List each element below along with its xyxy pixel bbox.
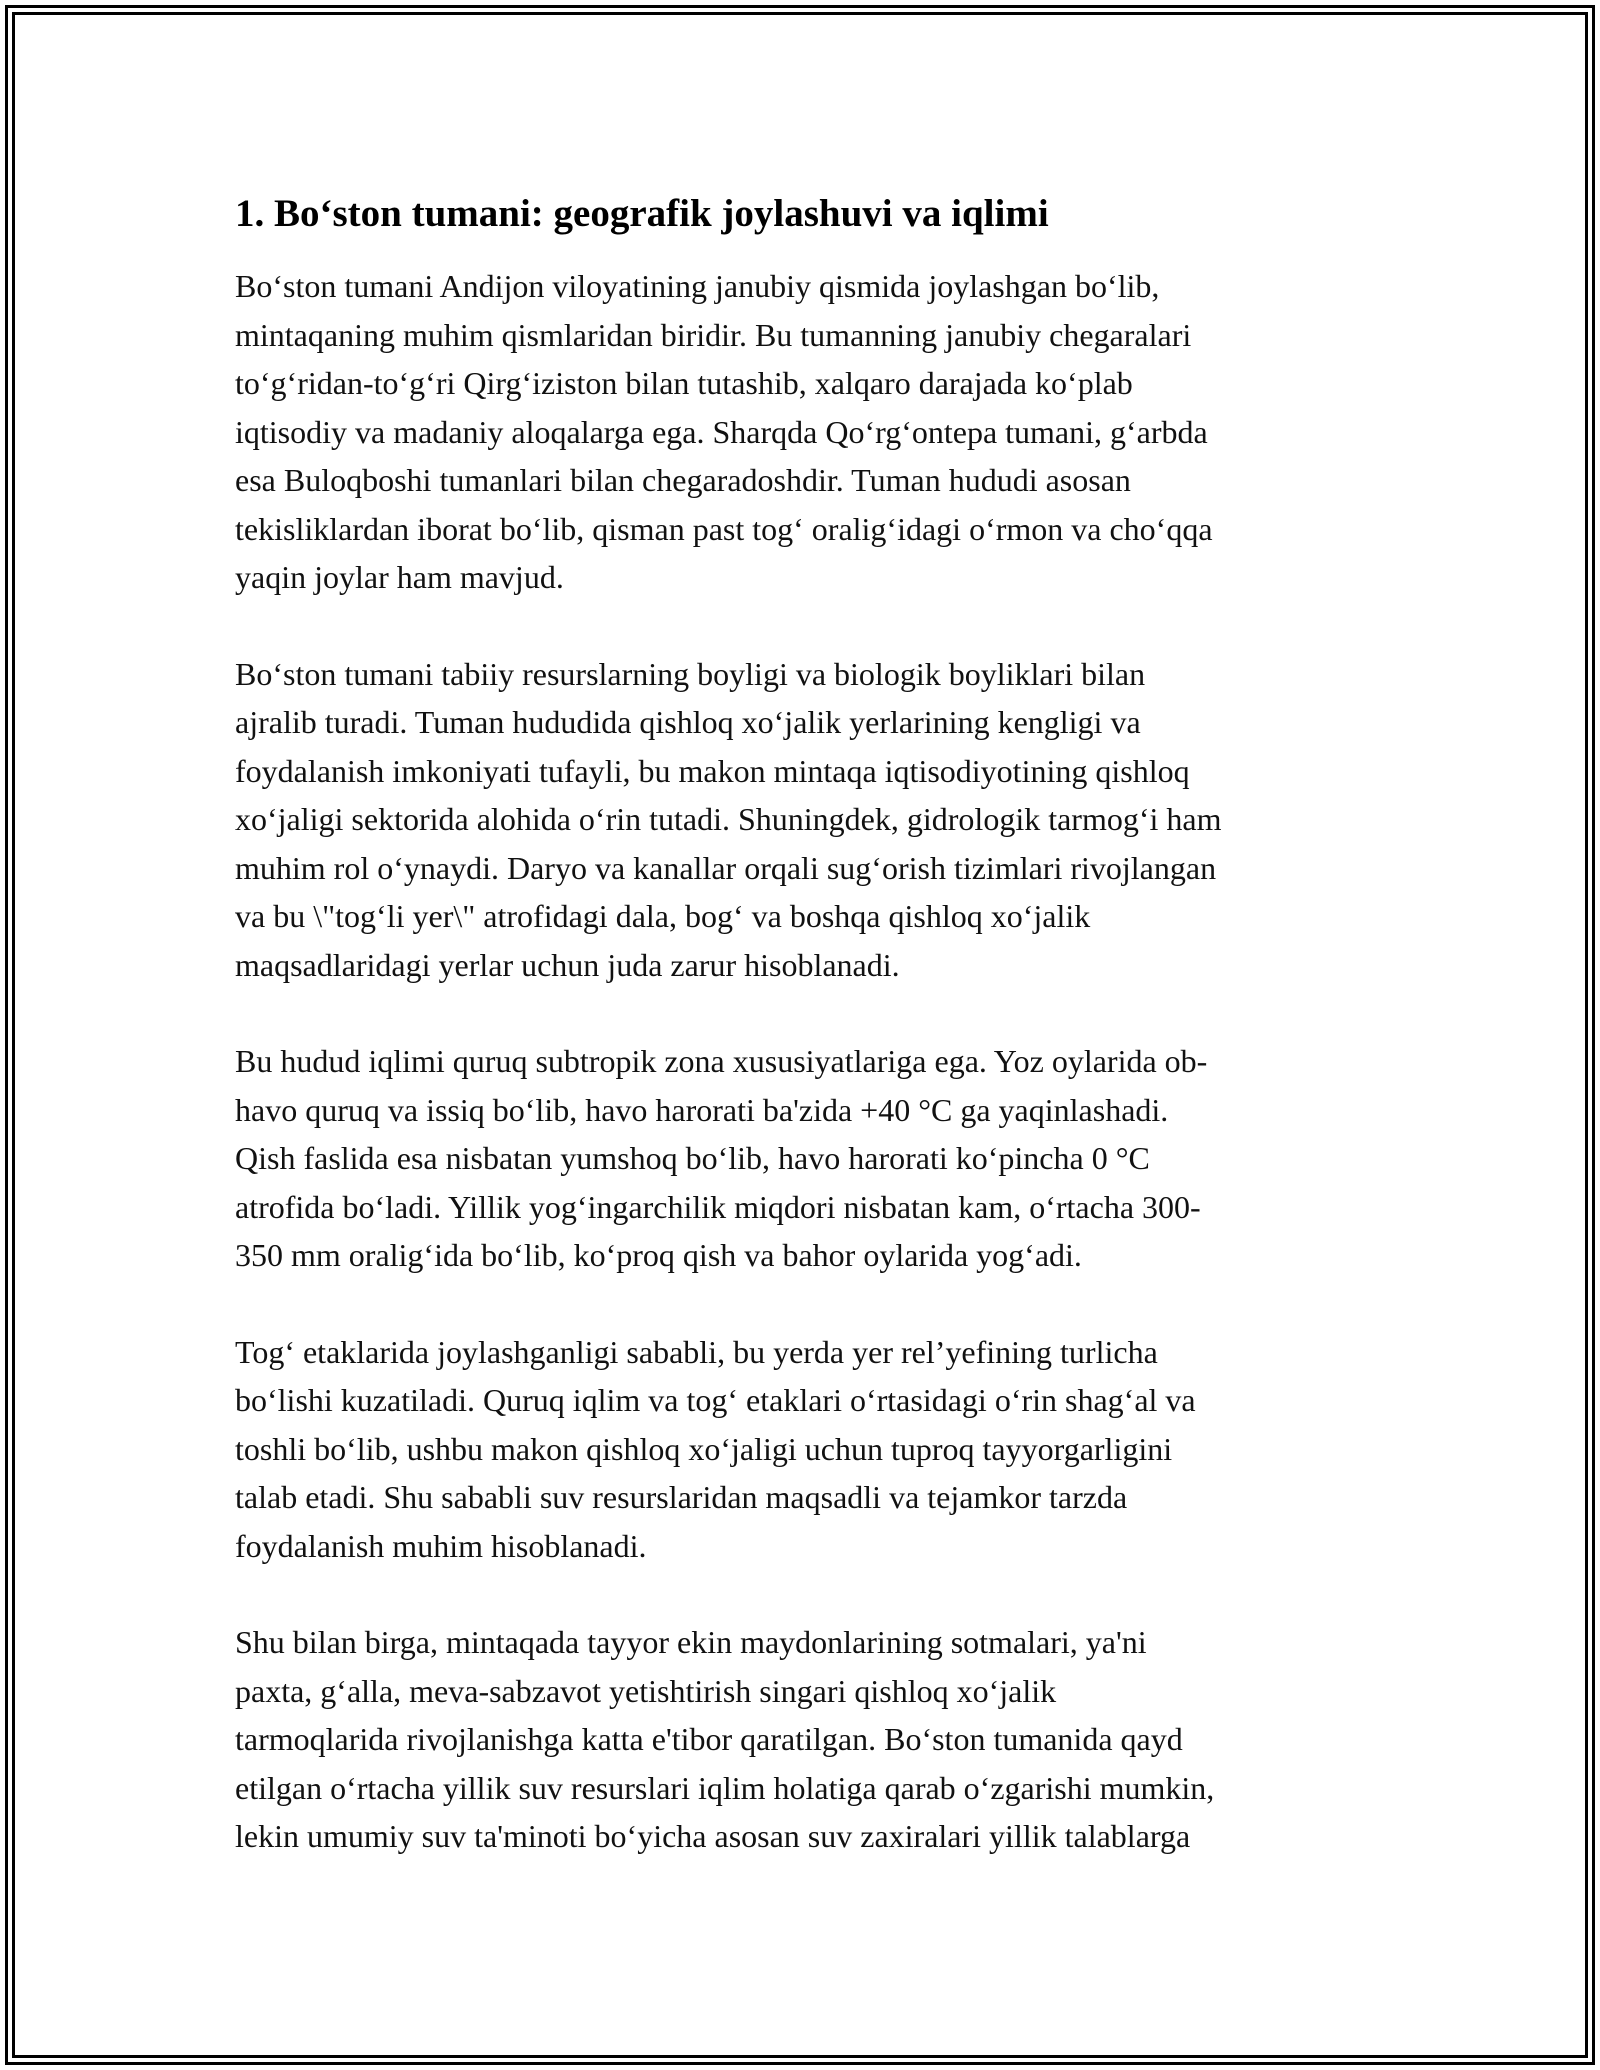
text-line: bo‘lishi kuzatiladi. Quruq iqlim va tog‘ etaklari o‘rtasidagi o‘rin shag‘al va <box>235 1382 1196 1418</box>
text-line: havo quruq va issiq bo‘lib, havo harorati ba'zida +40 °C ga yaqinlashadi. <box>235 1091 1169 1128</box>
paragraph-2 <box>235 650 1375 990</box>
text-line: Bo‘ston tumani tabiiy resurslarning boyligi va biologik boyliklari bilan <box>235 655 1146 692</box>
text-line: iqtisodiy va madaniy aloqalarga ega. Sharqda Qo‘rg‘ontepa tumani, g‘arbda <box>235 413 1208 450</box>
paragraph-1 <box>235 262 1375 602</box>
paragraph-5 <box>235 1618 1375 1861</box>
text-line: Qish faslida esa nisbatan yumshoq bo‘lib, havo harorati ko‘pincha 0 °C <box>235 1140 1150 1176</box>
text-line: lekin umumiy suv ta'minoti bo‘yicha asosan suv zaxiralari yillik talablarga <box>235 1818 1191 1854</box>
paragraph-3 <box>235 1037 1375 1280</box>
text-line: Bo‘ston tumani Andijon viloyatining janubiy qismida joylashgan bo‘lib, <box>235 268 1160 304</box>
text-line: foydalanish muhim hisoblanadi. <box>235 1527 647 1564</box>
text-line: mintaqaning muhim qismlaridan biridir. Bu tumanning janubiy chegaralari <box>235 316 1192 353</box>
text-line: to‘g‘ridan-to‘g‘ri Qirg‘iziston bilan tutashib, xalqaro darajada ko‘plab <box>235 365 1133 401</box>
text-line: paxta, g‘alla, meva-sabzavot yetishtirish singari qishloq xo‘jalik <box>235 1672 1057 1709</box>
paragraph-4 <box>235 1328 1375 1571</box>
text-line: Shu bilan birga, mintaqada tayyor ekin maydonlarining sotmalari, ya'ni <box>235 1624 1147 1660</box>
text-line: va bu \"tog‘li yer\" atrofidagi dala, bog‘ va boshqa qishloq xo‘jalik <box>235 898 1091 934</box>
text-line: Bu hudud iqlimi quruq subtropik zona xususiyatlariga ega. Yoz oylarida ob- <box>235 1043 1208 1079</box>
text-line: tarmoqlarida rivojlanishga katta e'tibor qaratilgan. Bo‘ston tumanida qayd <box>235 1721 1183 1757</box>
text-line: toshli bo‘lib, ushbu makon qishloq xo‘jaligi uchun tuproq tayyorgarligini <box>235 1430 1173 1467</box>
text-line: muhim rol o‘ynaydi. Daryo va kanallar orqali sug‘orish tizimlari rivojlangan <box>235 849 1217 886</box>
text-line: 350 mm oralig‘ida bo‘lib, ko‘proq qish va bahor oylarida yog‘adi. <box>235 1237 1082 1273</box>
text-line: tekisliklardan iborat bo‘lib, qisman past tog‘ oralig‘idagi o‘rmon va cho‘qqa <box>235 510 1213 547</box>
text-line: atrofida bo‘ladi. Yillik yog‘ingarchilik miqdori nisbatan kam, o‘rtacha 300- <box>235 1188 1201 1225</box>
page-title: 1. Bo‘ston tumani: geografik joylashuvi va iqlimi <box>235 192 1049 235</box>
text-line: ajralib turadi. Tuman hududida qishloq xo‘jalik yerlarining kengligi va <box>235 704 1141 740</box>
text-line: etilgan o‘rtacha yillik suv resurslari iqlim holatiga qarab o‘zgarishi mumkin, <box>235 1769 1215 1806</box>
document-content <box>235 190 1375 1909</box>
text-line: esa Buloqboshi tumanlari bilan chegaradoshdir. Tuman hududi asosan <box>235 462 1131 498</box>
text-line: xo‘jaligi sektorida alohida o‘rin tutadi. Shuningdek, gidrologik tarmog‘i ham <box>235 801 1222 837</box>
text-line: yaqin joylar ham mavjud. <box>235 559 564 595</box>
text-line: Tog‘ etaklarida joylashganligi sababli, bu yerda yer rel’yefining turlicha <box>235 1333 1158 1370</box>
text-line: foydalanish imkoniyati tufayli, bu makon mintaqa iqtisodiyotining qishloq <box>235 752 1190 789</box>
text-line: talab etadi. Shu sababli suv resurslaridan maqsadli va tejamkor tarzda <box>235 1479 1128 1515</box>
text-line: maqsadlaridagi yerlar uchun juda zarur hisoblanadi. <box>235 946 900 983</box>
